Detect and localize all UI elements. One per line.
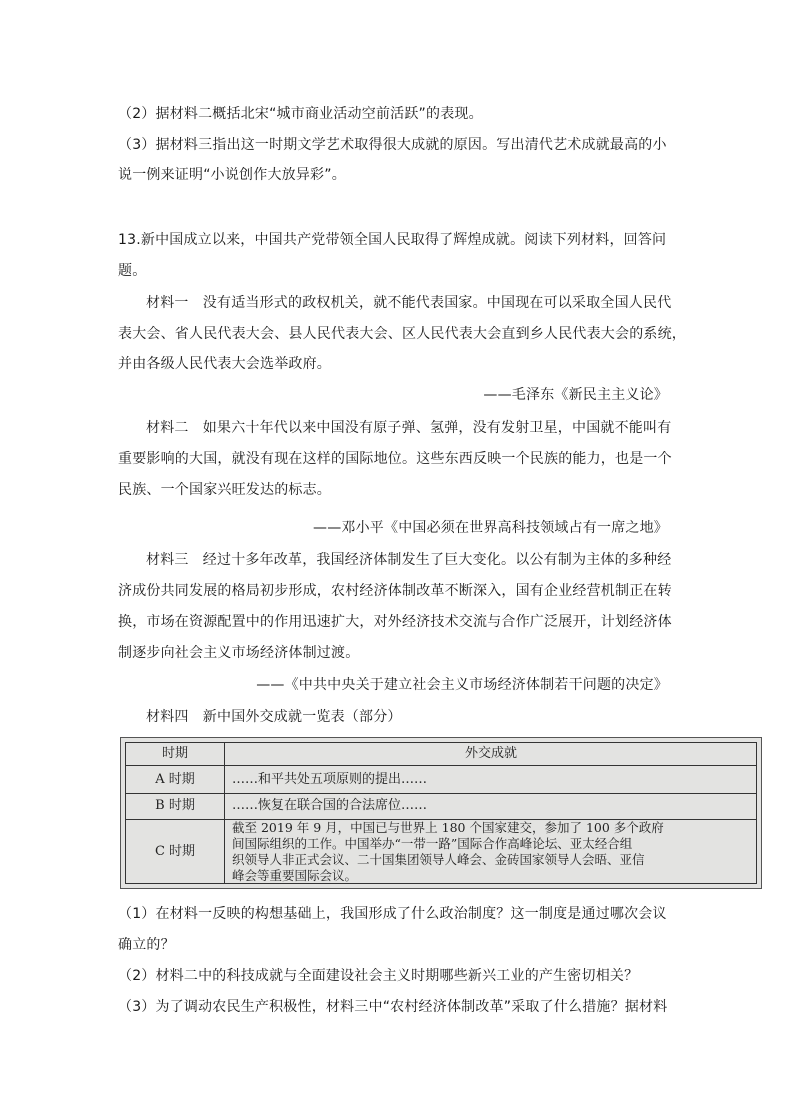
q13-stem-line2: 题。 bbox=[118, 263, 147, 279]
q13-sub2: （2）材料二中的科技成就与全面建设社会主义时期哪些新兴工业的产生密切相关？ bbox=[118, 968, 639, 984]
q12-sub3-line1: （3）据材料三指出这一时期文学艺术取得很大成就的原因。写出清代艺术成就最高的小 bbox=[118, 137, 667, 153]
table-row-a-period: A 时期 bbox=[155, 772, 195, 787]
material2-line1: 材料二 如果六十年代以来中国没有原子弹、氢弹，没有发射卫星，中国就不能叫有 bbox=[146, 420, 672, 436]
table-row-c-period: C 时期 bbox=[154, 844, 196, 859]
table-header-period: 时期 bbox=[161, 746, 188, 761]
material1-line1: 材料一 没有适当形式的政权机关，就不能代表国家。中国现在可以采取全国人民代 bbox=[146, 295, 672, 311]
q13-sub3: （3）为了调动农民生产积极性，材料三中“农村经济体制改革”采取了什么措施？据材料 bbox=[118, 999, 668, 1015]
q12-sub2: （2）据材料二概括北宋“城市商业活动空前活跃”的表现。 bbox=[118, 106, 483, 122]
material1-line2: 表大会、省人民代表大会、县人民代表大会、区人民代表大会直到乡人民代表大会的系统， bbox=[118, 326, 686, 342]
material3-source: ——《中共中央关于建立社会主义市场经济体制若干问题的决定》 bbox=[256, 677, 668, 693]
material3-line1: 材料三 经过十多年改革，我国经济体制发生了巨大变化。以公有制为主体的多种经 bbox=[146, 552, 672, 568]
material1-line3: 并由各级人民代表大会选举政府。 bbox=[118, 356, 331, 372]
material3-line2: 济成份共同发展的格局初步形成，农村经济体制改革不断深入，国有企业经营机制正在转 bbox=[118, 583, 672, 599]
table-row-c-line1: 截至 2019 年 9 月，中国已与世界上 180 个国家建交，参加了 100 多个政府 bbox=[232, 820, 664, 835]
material2-source: ——邓小平《中国必须在世界高科技领域占有一席之地》 bbox=[313, 520, 668, 536]
material2-line2: 重要影响的大国，就没有现在这样的国际地位。这些东西反映一个民族的能力，也是一个 bbox=[118, 451, 672, 467]
q13-sub1-line2: 确立的？ bbox=[118, 937, 175, 953]
material2-line3: 民族、一个国家兴旺发达的标志。 bbox=[118, 482, 331, 498]
q12-sub3-line2: 说一例来证明“小说创作大放异彩”。 bbox=[118, 167, 346, 183]
diplomacy-table bbox=[125, 742, 757, 884]
diplomacy-table-photo bbox=[120, 737, 762, 889]
material1-source: ——毛泽东《新民主主义论》 bbox=[483, 387, 668, 403]
table-header-achievement: 外交成就 bbox=[464, 746, 517, 761]
table-row-c-line3: 织领导人非正式会议、二十国集团领导人峰会、金砖国家领导人会晤、亚信 bbox=[232, 852, 645, 867]
q13-stem-line1: 13.新中国成立以来，中国共产党带领全国人民取得了辉煌成就。阅读下列材料，回答问 bbox=[118, 232, 667, 248]
table-row-b-period: B 时期 bbox=[155, 798, 195, 813]
table-row-a-content: ……和平共处五项原则的提出…… bbox=[232, 772, 428, 787]
material3-line3: 换，市场在资源配置中的作用迅速扩大，对外经济技术交流与合作广泛展开，计划经济体 bbox=[118, 614, 672, 630]
table-row-c-content bbox=[232, 820, 754, 884]
table-row-b-content: ……恢复在联合国的合法席位…… bbox=[232, 798, 428, 813]
q13-sub1-line1: （1）在材料一反映的构想基础上，我国形成了什么政治制度？这一制度是通过哪次会议 bbox=[118, 906, 667, 922]
material4-title: 材料四 新中国外交成就一览表（部分） bbox=[146, 709, 402, 725]
table-row-c-line2: 间国际组织的工作。中国举办“一带一路”国际合作高峰论坛、亚太经合组 bbox=[232, 836, 633, 851]
material3-line4: 制逐步向社会主义市场经济体制过渡。 bbox=[118, 645, 360, 661]
table-row-c-line4: 峰会等重要国际会议。 bbox=[232, 868, 358, 883]
